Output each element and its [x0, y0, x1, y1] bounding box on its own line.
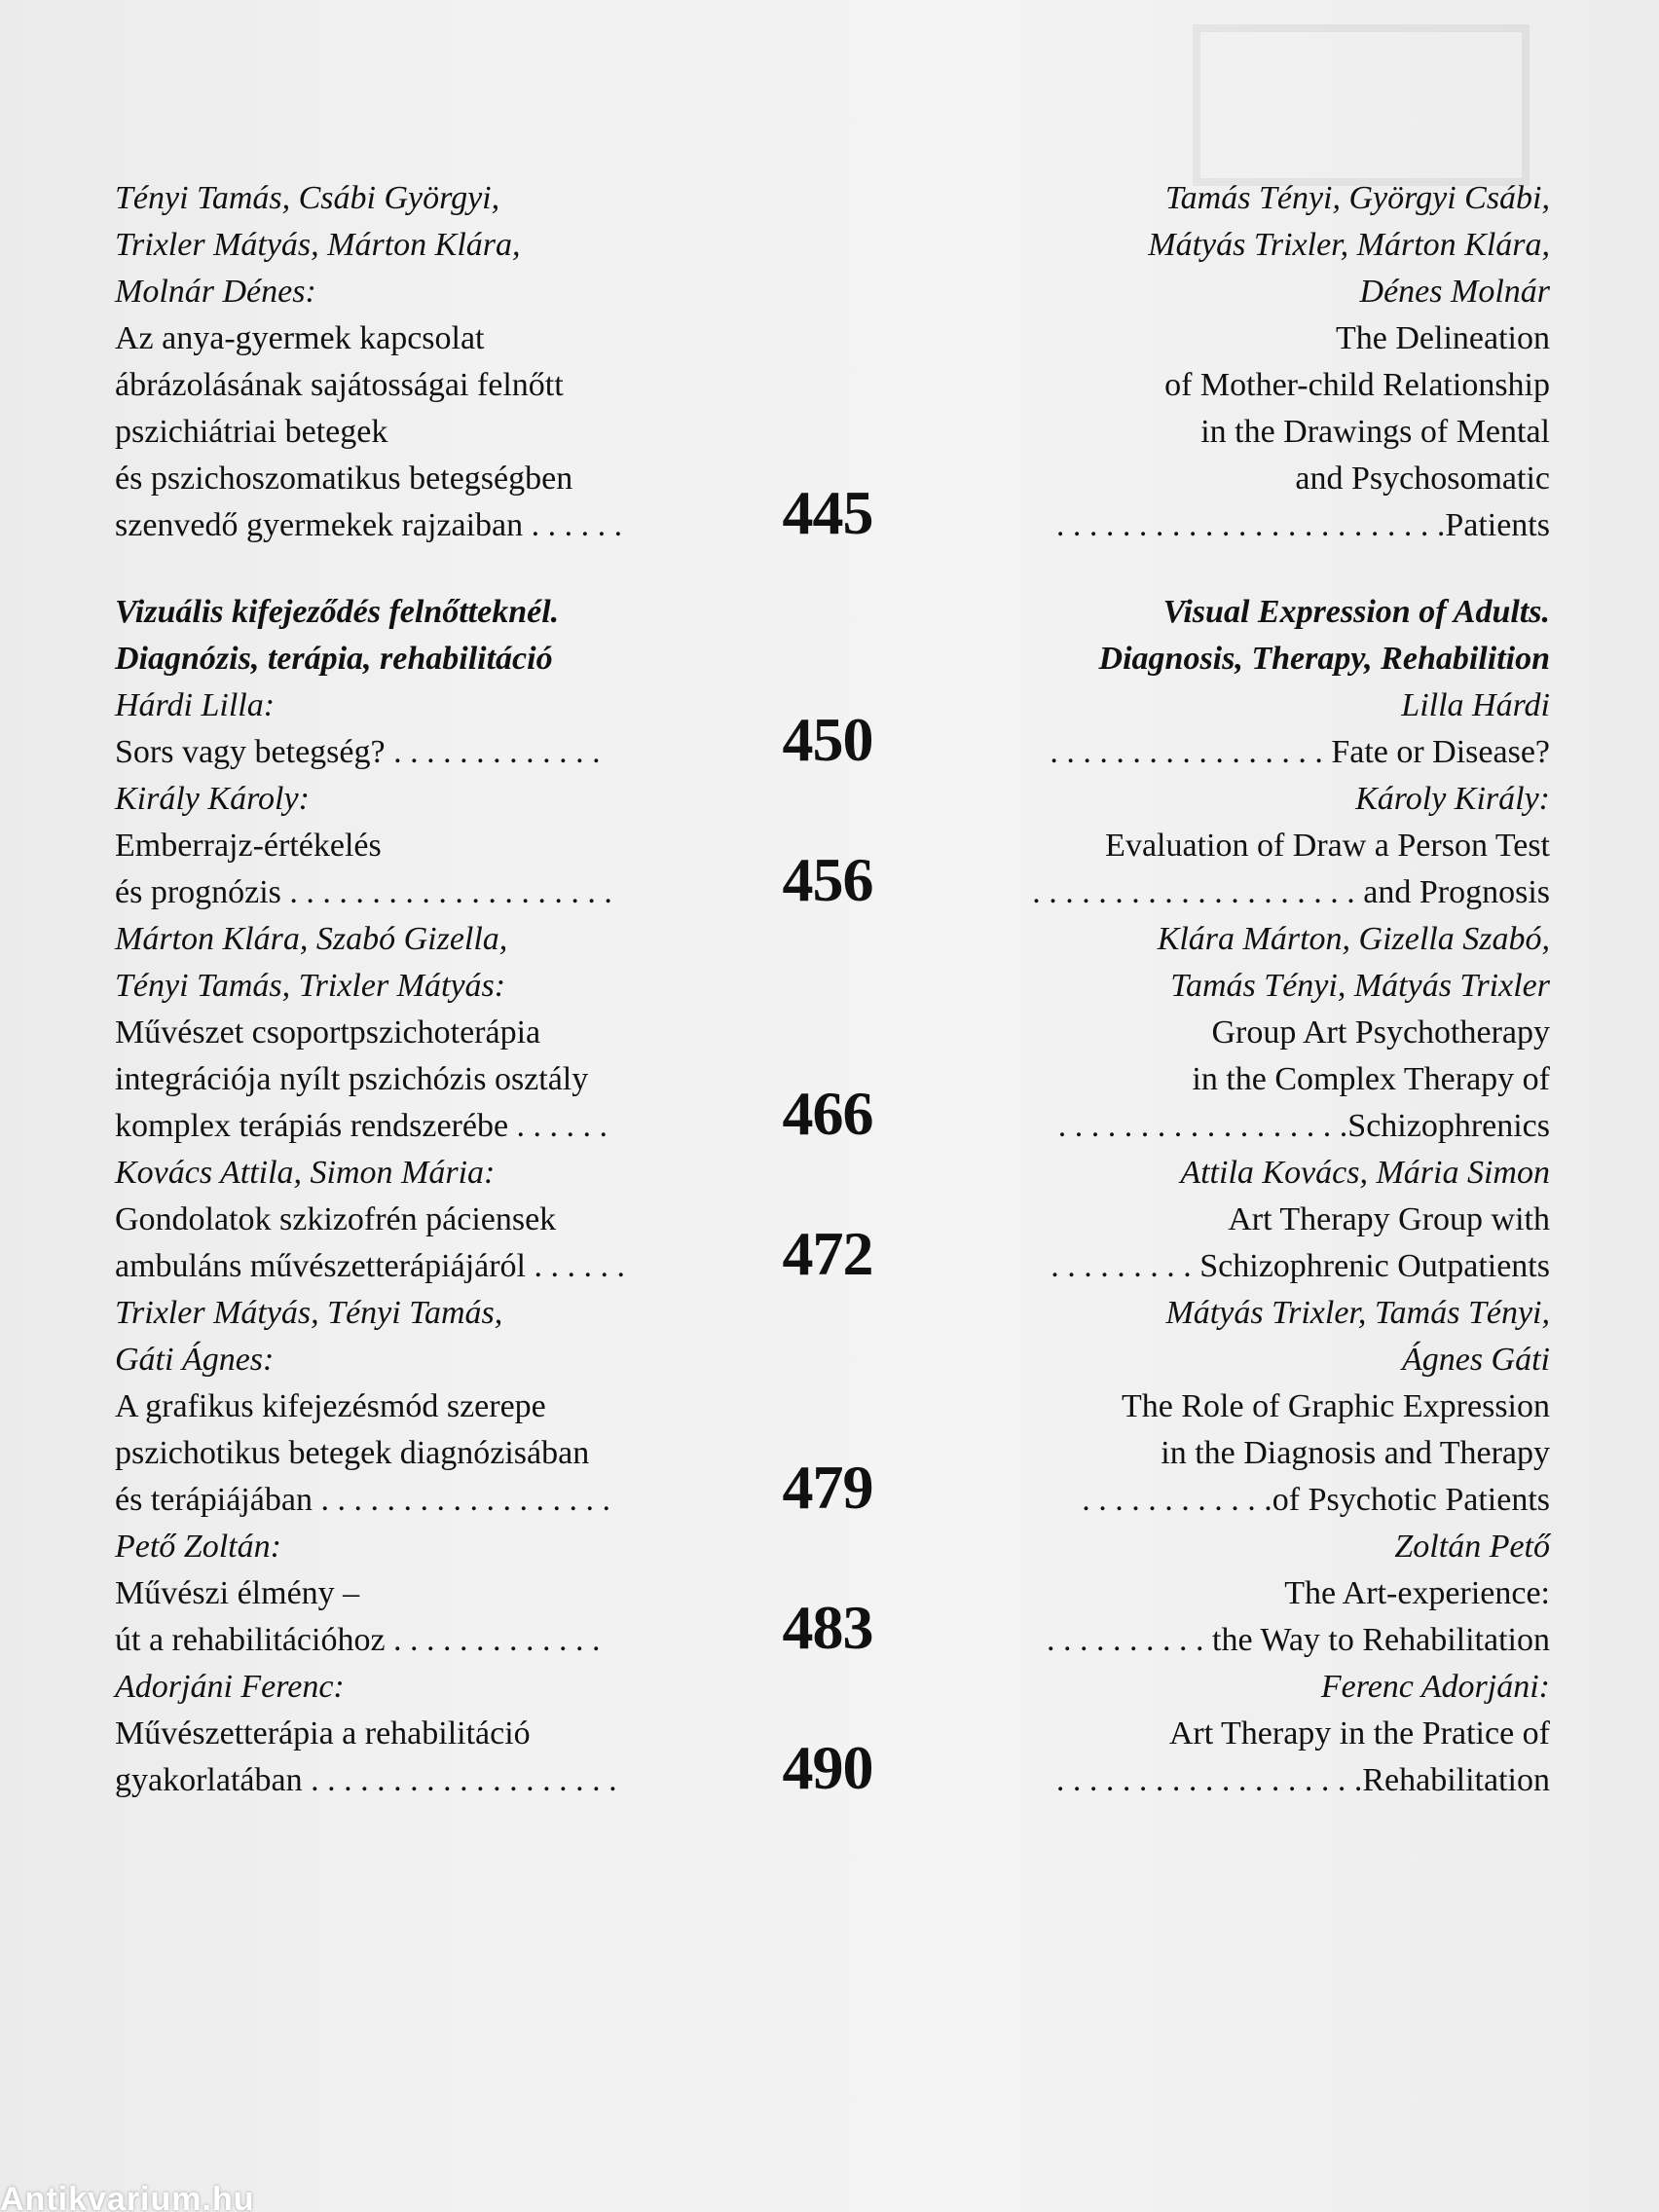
toc-entry-hu-line: Tényi Tamás, Csábi Györgyi,: [115, 180, 500, 216]
toc-page-number: 472: [782, 1219, 873, 1288]
toc-page-number: 450: [782, 705, 873, 774]
toc-page-number: 466: [782, 1079, 873, 1148]
toc-entry-en-line: Art Therapy in the Pratice of: [1168, 1715, 1550, 1751]
toc-entry-en-line: in the Complex Therapy of: [1192, 1061, 1550, 1097]
toc-entry-hu-title-leader: és terápiájában . . . . . . . . . . . . . . . . . .: [115, 1482, 610, 1518]
show-through-logo-icon: [1193, 24, 1530, 186]
toc-entry-hu-line: Gondolatok szkizofrén páciensek: [115, 1201, 557, 1237]
toc-entry-en-line: Visual Expression of Adults.: [1162, 594, 1550, 630]
toc-entry-en-line: The Delineation: [1336, 320, 1550, 356]
toc-entry-en: [935, 1664, 1550, 1804]
toc-entry-en-line: of Mother-child Relationship: [1164, 367, 1550, 403]
toc-entry-en-title-leader: . . . . . . . . . . . . . . . . . . . . and Prognosis: [1032, 874, 1550, 910]
toc-page-number: 456: [782, 845, 873, 914]
toc-entry-hu-line: Molnár Dénes:: [115, 274, 316, 310]
toc-entry-en-line: Tamás Tényi, Mátyás Trixler: [1170, 968, 1550, 1004]
toc-entry-hu: [115, 1524, 738, 1664]
toc-entry-en-line: Ágnes Gáti: [1401, 1342, 1550, 1378]
toc-entry-hu-line: Tényi Tamás, Trixler Mátyás:: [115, 968, 506, 1004]
toc-entry-hu-line: Hárdi Lilla:: [115, 687, 276, 723]
toc-entry-en: [935, 1524, 1550, 1664]
toc-entry-hu-line: Trixler Mátyás, Márton Klára,: [115, 227, 521, 263]
toc-entry-hu-title-leader: komplex terápiás rendszerébe . . . . . .: [115, 1108, 608, 1144]
toc-entry-en-line: in the Diagnosis and Therapy: [1161, 1435, 1550, 1471]
toc-entry-hu-line: A grafikus kifejezésmód szerepe: [115, 1388, 546, 1424]
toc-entry-en-title-leader: . . . . . . . . . . the Way to Rehabilitation: [1047, 1622, 1550, 1658]
toc-entry-hu-title-leader: szenvedő gyermekek rajzaiban . . . . . .: [115, 507, 623, 543]
toc-entry-en-line: Dénes Molnár: [1359, 274, 1550, 310]
toc-entry-en: [935, 1290, 1550, 1524]
toc-entry-en: [935, 1150, 1550, 1290]
toc-entry-en: [935, 589, 1550, 776]
toc-entry-en-line: Klára Márton, Gizella Szabó,: [1157, 921, 1550, 957]
toc-entry-en-line: and Psychosomatic: [1295, 461, 1550, 497]
toc-entry-hu-title-leader: gyakorlatában . . . . . . . . . . . . . . . . . . .: [115, 1762, 617, 1798]
toc-entry-hu: [115, 776, 738, 916]
toc-entry-hu-title-leader: ambuláns művészetterápiájáról . . . . . .: [115, 1248, 625, 1284]
toc-entry-en-line: Attila Kovács, Mária Simon: [1180, 1155, 1550, 1191]
toc-entry-hu-line: Márton Klára, Szabó Gizella,: [115, 921, 508, 957]
toc-entry-hu-line: Emberrajz-értékelés: [115, 828, 382, 864]
toc-entry-en-line: Károly Király:: [1355, 781, 1550, 817]
toc-entry-hu-line: Adorjáni Ferenc:: [115, 1669, 345, 1705]
toc-page-number: 445: [782, 478, 873, 547]
toc-page-number: 479: [782, 1453, 873, 1522]
toc-entry-en: [935, 175, 1550, 549]
toc-entry-hu: [115, 589, 738, 776]
toc-entry-hu-line: Trixler Mátyás, Tényi Tamás,: [115, 1295, 503, 1331]
toc-entry-en-line: Diagnosis, Therapy, Rehabilition: [1098, 641, 1550, 677]
toc-entry-hu: [115, 916, 738, 1150]
toc-entry-hu: [115, 1290, 738, 1524]
toc-entry-en-line: The Role of Graphic Expression: [1122, 1388, 1550, 1424]
toc-entry-hu-line: integrációja nyílt pszichózis osztály: [115, 1061, 589, 1097]
toc-entry-hu-line: Gáti Ágnes:: [115, 1342, 275, 1378]
toc-entry-hu-line: és pszichoszomatikus betegségben: [115, 461, 573, 497]
toc-entry-hu-line: Diagnózis, terápia, rehabilitáció: [115, 641, 553, 677]
toc-entry-hu-line: Kovács Attila, Simon Mária:: [115, 1155, 496, 1191]
toc-entry-en-title-leader: . . . . . . . . . . . . . . . . . .Schizophrenics: [1057, 1108, 1550, 1144]
toc-entry-en-line: Mátyás Trixler, Márton Klára,: [1148, 227, 1550, 263]
toc-entry-hu-title-leader: Sors vagy betegség? . . . . . . . . . . . . .: [115, 734, 601, 770]
toc-entry-hu-line: Vizuális kifejeződés felnőtteknél.: [115, 594, 560, 630]
watermark: Antikvarium.hu: [0, 2181, 255, 2212]
toc-entry-en-line: The Art-experience:: [1284, 1575, 1550, 1611]
toc-entry-hu-line: ábrázolásának sajátosságai felnőtt: [115, 367, 564, 403]
toc-entry-en-title-leader: . . . . . . . . . . . . . . . . . Fate or Disease?: [1050, 734, 1550, 770]
toc-entry-hu-line: Pető Zoltán:: [115, 1529, 281, 1565]
toc-entry-hu: [115, 1664, 738, 1804]
toc-entry-en-title-leader: . . . . . . . . . . . .of Psychotic Patients: [1082, 1482, 1550, 1518]
toc-entry-en-title-leader: . . . . . . . . . . . . . . . . . . . . . . . .Patients: [1055, 507, 1550, 543]
toc-entry-en-title-leader: . . . . . . . . . . . . . . . . . . .Rehabilitation: [1055, 1762, 1550, 1798]
toc-entry-en-line: Ferenc Adorjáni:: [1320, 1669, 1550, 1705]
toc-entry-en-title-leader: . . . . . . . . . Schizophrenic Outpatients: [1051, 1248, 1550, 1284]
toc-entry-en-line: Tamás Tényi, Györgyi Csábi,: [1164, 180, 1550, 216]
toc-entry-hu-line: Az anya-gyermek kapcsolat: [115, 320, 485, 356]
toc-entry-en-line: in the Drawings of Mental: [1200, 414, 1550, 450]
toc-entry-hu: [115, 175, 738, 549]
toc-entry-hu-line: pszichiátriai betegek: [115, 414, 388, 450]
toc-entry-hu-line: Művészi élmény –: [115, 1575, 360, 1611]
toc-entry-en-line: Mátyás Trixler, Tamás Tényi,: [1165, 1295, 1550, 1331]
toc-entry-hu: [115, 1150, 738, 1290]
toc-entry-en: [935, 916, 1550, 1150]
toc-page-number: 483: [782, 1593, 873, 1662]
toc-entry-hu-line: Művészet csoportpszichoterápia: [115, 1014, 541, 1051]
toc-entry-hu-line: pszichotikus betegek diagnózisában: [115, 1435, 590, 1471]
toc-entry-en-line: Zoltán Pető: [1394, 1529, 1550, 1565]
toc-entry-hu-line: Király Károly:: [115, 781, 310, 817]
toc-entry-hu-title-leader: út a rehabilitációhoz . . . . . . . . . . . . .: [115, 1622, 601, 1658]
toc-entry-en-line: Group Art Psychotherapy: [1211, 1014, 1550, 1051]
toc-entry-en-line: Evaluation of Draw a Person Test: [1105, 828, 1550, 864]
toc-entry-en-line: Lilla Hárdi: [1401, 687, 1550, 723]
toc-page-number: 490: [782, 1733, 873, 1802]
toc-entry-en-line: Art Therapy Group with: [1228, 1201, 1550, 1237]
toc-entry-hu-title-leader: és prognózis . . . . . . . . . . . . . . . . . . . .: [115, 874, 612, 910]
toc-entry-hu-line: Művészetterápia a rehabilitáció: [115, 1715, 531, 1751]
toc-entry-en: [935, 776, 1550, 916]
